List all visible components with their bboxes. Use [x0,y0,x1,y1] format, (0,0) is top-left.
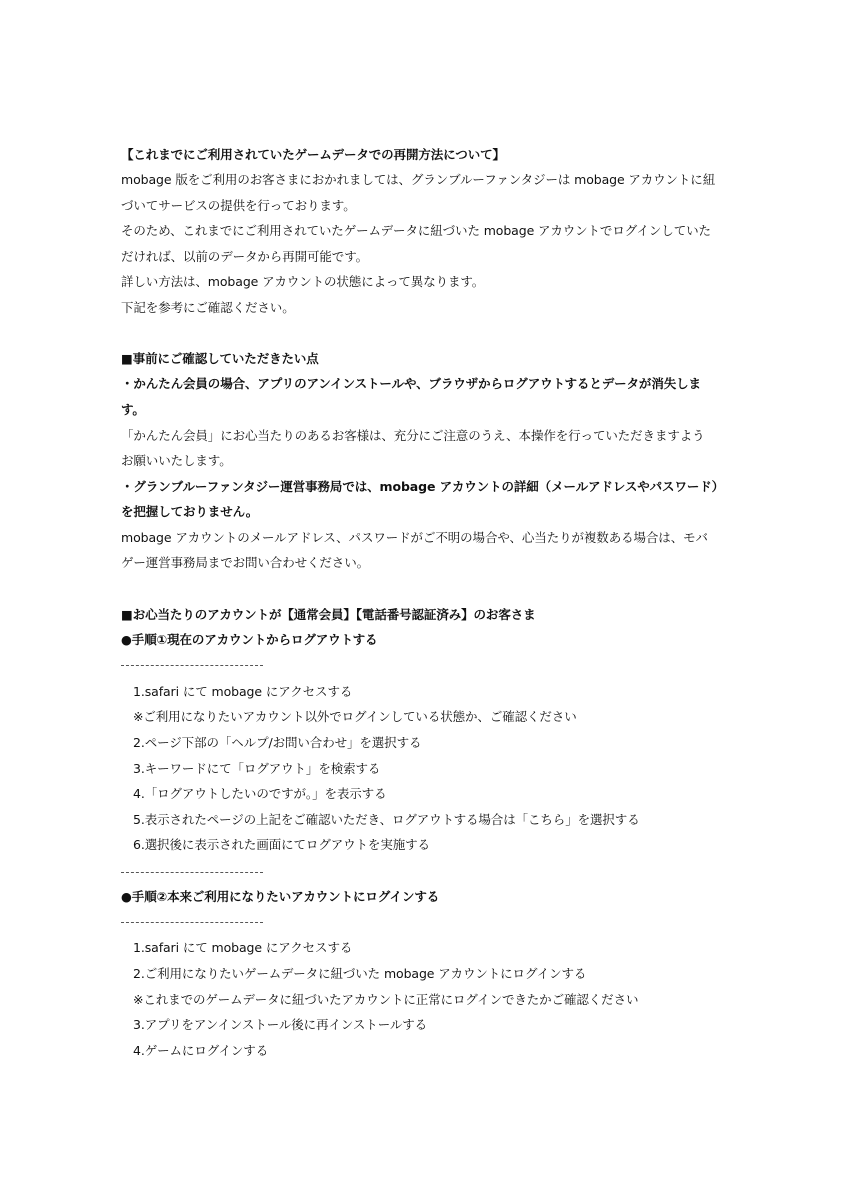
intro-line-3: そのため、これまでにご利用されていたゲームデータに紐づいた mobage アカウントでログインしていた [121,223,711,238]
intro-line-2: づいてサービスの提供を行っております。 [121,198,356,213]
step1-item-2: 2.ページ下部の「ヘルプ/お問い合わせ」を選択する [133,735,422,750]
notice-bullet-1-cont: す。 [121,402,145,417]
step2-title: ●手順②本来ご利用になりたいアカウントにログインする [121,889,440,904]
step1-item-6: 6.選択後に表示された画面にてログアウトを実施する [133,837,430,852]
step1-item-4: 4.「ログアウトしたいのですが。」を表示する [133,786,387,801]
intro-line-4: だければ、以前のデータから再開可能です。 [121,249,369,264]
step2-item-2: 2.ご利用になりたいゲームデータに紐づいた mobage アカウントにログインする [133,966,587,981]
step1-note: ※ご利用になりたいアカウント以外でログインしている状態か、ご確認ください [133,709,577,724]
step1-item-1: 1.safari にて mobage にアクセスする [133,684,353,699]
notice-text-2-cont: ゲー運営事務局までお問い合わせください。 [121,555,370,570]
notice-bullet-2: ・グランブルーファンタジー運営事務局では、mobage アカウントの詳細（メールアドレスやパスワード） [121,479,725,494]
intro-line-1: mobage 版をご利用のお客さまにおかれましては、グランブルーファンタジーは mobage アカウントに紐 [121,172,716,187]
divider [121,665,263,666]
step1-item-3: 3.キーワードにて「ログアウト」を検索する [133,761,381,776]
section-heading: ■お心当たりのアカウントが【通常会員】【電話番号認証済み】のお客さま [121,607,536,622]
step2-item-4: 4.ゲームにログインする [133,1043,269,1058]
notice-bullet-2-cont: を把握しておりません。 [121,504,259,519]
notice-text-2: mobage アカウントのメールアドレス、パスワードがご不明の場合や、心当たりが複数ある場合は、モバ [121,530,708,545]
notice-text-1-cont: お願いいたします。 [121,453,232,468]
intro-line-6: 下記を参考にご確認ください。 [121,300,295,315]
notice-heading: ■事前にご確認していただきたい点 [121,351,319,366]
divider [121,872,263,873]
step1-item-5: 5.表示されたページの上記をご確認いただき、ログアウトする場合は「こちら」を選択する [133,812,640,827]
step2-item-1: 1.safari にて mobage にアクセスする [133,940,353,955]
intro-heading: 【これまでにご利用されていたゲームデータでの再開方法について】 [121,147,505,162]
notice-bullet-1: ・かんたん会員の場合、アプリのアンインストールや、ブラウザからログアウトするとデータが消失しま [121,376,701,391]
intro-line-5: 詳しい方法は、mobage アカウントの状態によって異なります。 [121,274,485,289]
notice-text-1: 「かんたん会員」にお心当たりのあるお客様は、充分にご注意のうえ、本操作を行っていただきますよう [121,428,705,443]
divider [121,922,263,923]
step2-item-3: 3.アプリをアンインストール後に再インストールする [133,1017,428,1032]
step1-title: ●手順①現在のアカウントからログアウトする [121,632,378,647]
step2-note: ※これまでのゲームデータに紐づいたアカウントに正常にログインできたかご確認ください [133,992,639,1007]
